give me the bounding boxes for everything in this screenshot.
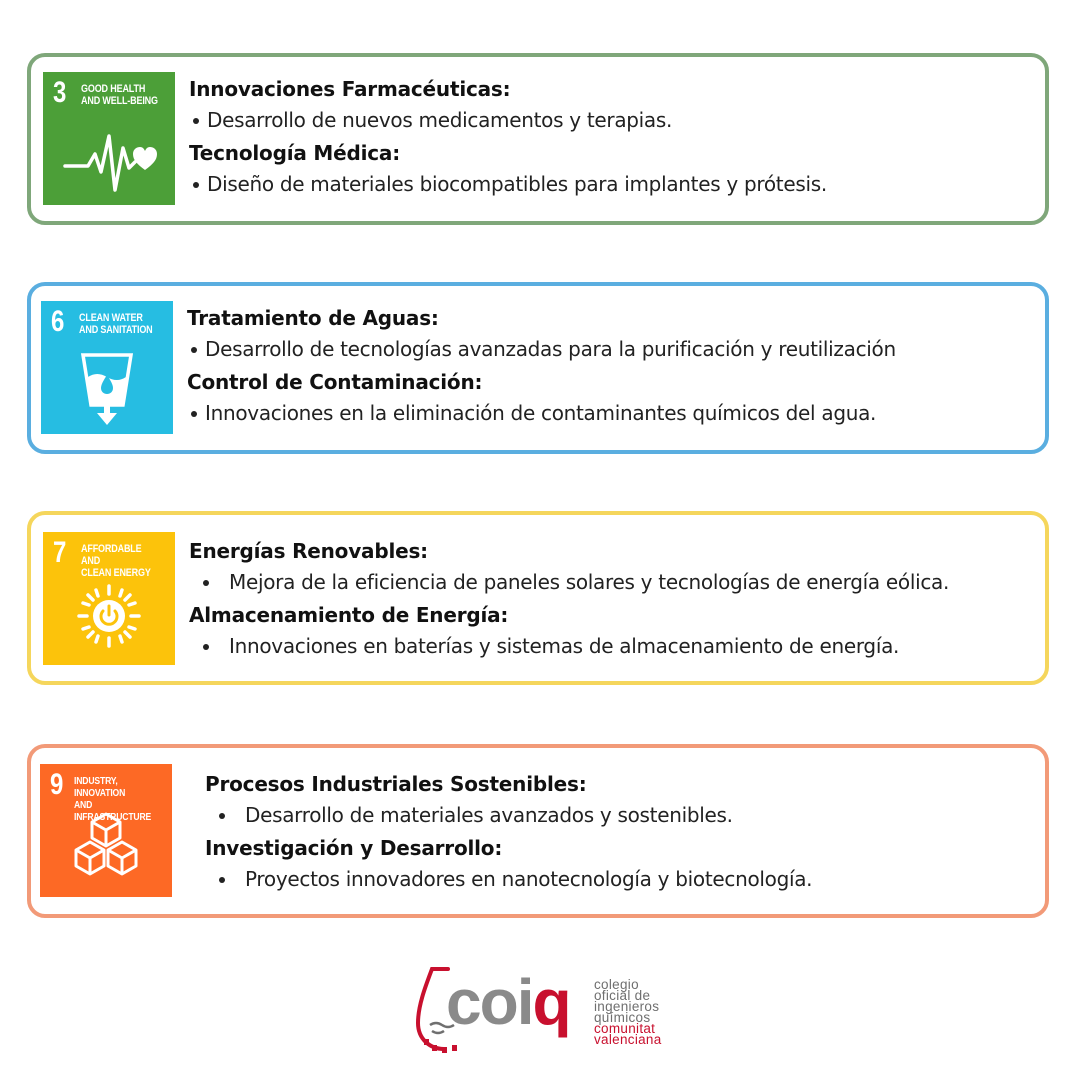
- bullet: [191, 347, 197, 353]
- section-heading: Investigación y Desarrollo:: [205, 836, 503, 860]
- bullet: [219, 877, 225, 883]
- logo-brand-coi: coi: [446, 966, 533, 1038]
- bullet: [191, 411, 197, 417]
- list-item-text: Mejora de la eficiencia de paneles solares y tecnologías de energía eólica.: [229, 570, 950, 594]
- list-item-text: Diseño de materiales biocompatibles para implantes y prótesis.: [207, 172, 827, 196]
- bullet: [203, 580, 209, 586]
- sdg9-badge: [40, 764, 172, 897]
- heartbeat-icon: [43, 72, 175, 205]
- water-glass-icon: [41, 301, 173, 434]
- logo-line: colegio: [594, 977, 639, 992]
- section-heading: Almacenamiento de Energía:: [189, 603, 509, 627]
- list-item: [187, 398, 896, 428]
- logo-line: oficial de: [594, 988, 651, 1003]
- bullet: [193, 182, 199, 188]
- section-heading: Tratamiento de Aguas:: [187, 306, 439, 330]
- section-heading: Control de Contaminación:: [187, 370, 483, 394]
- sdg6-card: [27, 282, 1049, 454]
- list-item: [189, 169, 827, 199]
- sdg3-badge: [43, 72, 175, 205]
- list-item-text: Proyectos innovadores en nanotecnología y biotecnología.: [245, 867, 813, 891]
- list-item-text: Desarrollo de tecnologías avanzadas para la purificación y reutilización: [205, 337, 896, 361]
- list-item: [205, 800, 812, 830]
- sdg-label: AFFORDABLE AND CLEAN ENERGY: [81, 543, 151, 579]
- cubes-icon: [40, 764, 172, 897]
- sdg7-badge: [43, 532, 175, 665]
- sdg-label: INDUSTRY, INNOVATION AND INFRASTRUCTURE: [74, 775, 152, 823]
- sdg-number: 7: [53, 536, 67, 569]
- sdg-label: CLEAN WATER AND SANITATION: [79, 312, 153, 336]
- logo-line: químicos: [594, 1010, 651, 1025]
- section-heading: Innovaciones Farmacéuticas:: [189, 77, 511, 101]
- sdg-number: 9: [50, 768, 64, 801]
- bullet: [219, 813, 225, 819]
- list-item: [187, 334, 896, 364]
- list-item-text: Innovaciones en baterías y sistemas de almacenamiento de energía.: [229, 634, 900, 658]
- section-heading: Procesos Industriales Sostenibles:: [205, 772, 587, 796]
- coiq-logo: [414, 965, 674, 1060]
- logo-brand: [446, 967, 570, 1037]
- list-item-text: Desarrollo de nuevos medicamentos y terapias.: [207, 108, 673, 132]
- list-item-text: Innovaciones en la eliminación de contaminantes químicos del agua.: [205, 401, 877, 425]
- sdg9-card: [27, 744, 1049, 918]
- list-item: [189, 567, 949, 597]
- logo-line: ingenieros: [594, 999, 660, 1014]
- sun-power-icon: [43, 532, 175, 665]
- list-item: [189, 105, 827, 135]
- sdg3-card: [27, 53, 1049, 225]
- sdg-number: 3: [53, 76, 67, 109]
- bullet: [193, 118, 199, 124]
- sdg-number: 6: [51, 305, 65, 338]
- list-item: [189, 631, 949, 661]
- logo-line-red: comunitat: [594, 1021, 656, 1036]
- list-item: [205, 864, 812, 894]
- section-heading: Energías Renovables:: [189, 539, 428, 563]
- logo-line-red: valenciana: [594, 1032, 662, 1047]
- section-heading: Tecnología Médica:: [189, 141, 400, 165]
- logo-text: [594, 979, 662, 1045]
- bullet: [203, 644, 209, 650]
- sdg-label: GOOD HEALTH AND WELL-BEING: [81, 83, 158, 107]
- sdg7-card: [27, 511, 1049, 685]
- logo-brand-q: q: [532, 966, 570, 1038]
- list-item-text: Desarrollo de materiales avanzados y sostenibles.: [245, 803, 733, 827]
- sdg6-badge: [41, 301, 173, 434]
